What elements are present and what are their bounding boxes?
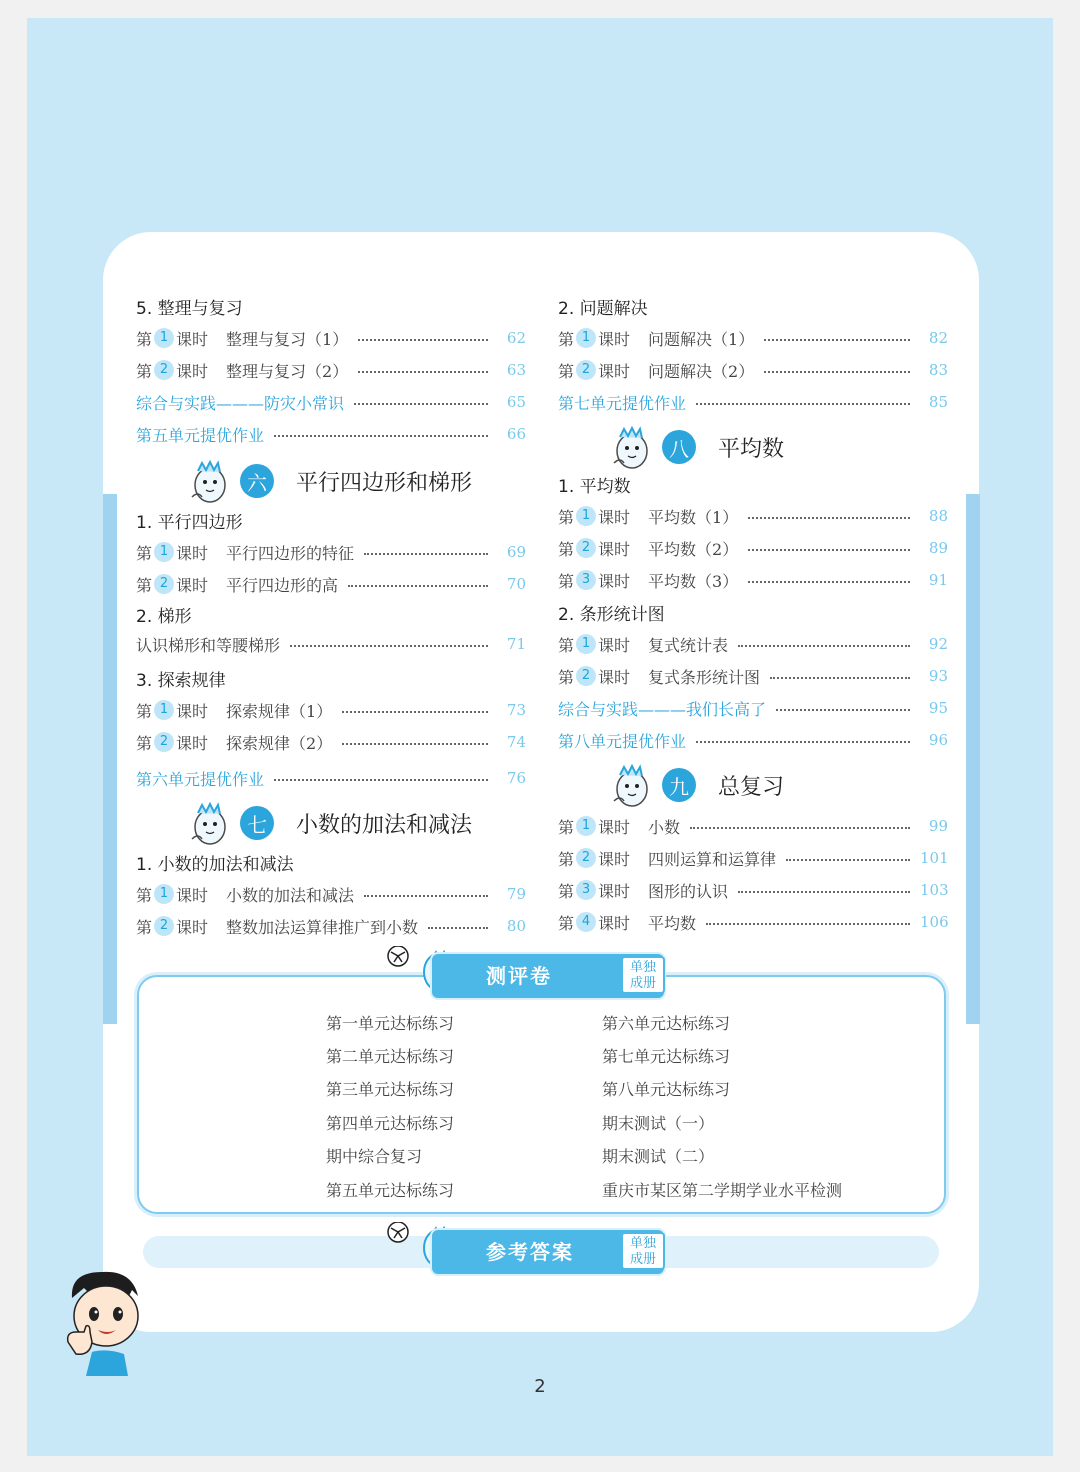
entry-title: 复式统计表 — [648, 635, 729, 655]
leader-dots — [274, 435, 488, 437]
lesson-suffix: 课时 — [598, 817, 631, 837]
toc-entry-special[interactable] — [558, 386, 948, 418]
leader-dots — [786, 859, 910, 861]
lesson-prefix: 第 — [136, 701, 153, 721]
lesson-number: 2 — [154, 574, 174, 594]
entry-title: 探索规律（1） — [226, 701, 333, 721]
page-ref: 82 — [928, 329, 948, 347]
toc-entry[interactable] — [136, 536, 526, 568]
page-ref: 83 — [928, 361, 948, 379]
tag-line-1: 单独 — [629, 1236, 656, 1251]
toc-entry[interactable] — [558, 874, 948, 906]
mascot-icon-wrap — [186, 799, 232, 847]
toc-entry[interactable] — [136, 878, 526, 910]
lesson-suffix: 课时 — [598, 667, 631, 687]
unit-heading — [608, 760, 784, 810]
section-heading: 2. 问题解决 — [558, 298, 648, 319]
leader-dots — [706, 923, 910, 925]
entry-title: 平均数（1） — [648, 507, 739, 527]
entry-title: 第八单元提优作业 — [558, 731, 687, 751]
page-ref: 92 — [928, 635, 948, 653]
lesson-prefix: 第 — [558, 361, 575, 381]
page-ref: 99 — [928, 817, 948, 835]
entry-title: 整理与复习（1） — [226, 329, 349, 349]
answers-banner — [386, 1228, 686, 1272]
page-ref: 80 — [506, 917, 526, 935]
lesson-number: 1 — [154, 542, 174, 562]
mascot-icon — [186, 799, 232, 847]
toc-entry[interactable] — [136, 910, 526, 942]
entry-title: 第六单元提优作业 — [136, 769, 265, 789]
section-heading: 2. 梯形 — [136, 606, 192, 627]
evaluation-item[interactable]: 重庆市某区第二学期学业水平检测 — [602, 1181, 843, 1200]
mascot-icon-wrap — [608, 761, 654, 809]
leader-dots — [764, 371, 910, 373]
toc-entry[interactable] — [558, 842, 948, 874]
toc-entry[interactable] — [558, 906, 948, 938]
page-ref: 96 — [928, 731, 948, 749]
unit-title: 小数的加法和减法 — [296, 812, 473, 838]
toc-entry[interactable] — [558, 628, 948, 660]
evaluation-item[interactable]: 第四单元达标练习 — [326, 1114, 455, 1133]
lesson-prefix: 第 — [558, 667, 575, 687]
evaluation-item[interactable]: 第三单元达标练习 — [326, 1080, 455, 1099]
toc-entry[interactable] — [558, 500, 948, 532]
entry-title: 问题解决（1） — [648, 329, 755, 349]
entry-title: 平均数 — [648, 913, 697, 933]
leader-dots — [274, 779, 488, 781]
unit-number: 八 — [662, 430, 696, 464]
toc-entry[interactable] — [136, 354, 526, 386]
toc-entry[interactable] — [136, 628, 526, 660]
leader-dots — [358, 339, 488, 341]
tag-line-1: 单独 — [629, 960, 656, 975]
toc-entry-special[interactable] — [136, 386, 526, 418]
page-ref: 101 — [920, 849, 949, 867]
lesson-prefix: 第 — [558, 571, 575, 591]
section-heading: 1. 平行四边形 — [136, 512, 243, 533]
page-ref: 73 — [506, 701, 526, 719]
toc-entry[interactable] — [558, 564, 948, 596]
lesson-suffix: 课时 — [176, 885, 209, 905]
toc-entry[interactable] — [558, 532, 948, 564]
toc-entry[interactable] — [558, 354, 948, 386]
lesson-number: 3 — [576, 880, 596, 900]
lesson-suffix: 课时 — [176, 701, 209, 721]
section-heading: 5. 整理与复习 — [136, 298, 243, 319]
lesson-prefix: 第 — [136, 917, 153, 937]
unit-title: 平行四边形和梯形 — [296, 470, 473, 496]
page-ref: 103 — [920, 881, 949, 899]
lesson-prefix: 第 — [558, 913, 575, 933]
leader-dots — [738, 891, 910, 893]
lesson-prefix: 第 — [136, 543, 153, 563]
mascot-icon-wrap — [186, 457, 232, 505]
page-ref: 69 — [506, 543, 526, 561]
evaluation-item[interactable]: 第二单元达标练习 — [326, 1047, 455, 1066]
lesson-suffix: 课时 — [598, 881, 631, 901]
page-ref: 71 — [506, 635, 526, 653]
lesson-number: 1 — [576, 328, 596, 348]
entry-title: 问题解决（2） — [648, 361, 755, 381]
lesson-number: 1 — [576, 634, 596, 654]
toc-entry[interactable] — [136, 726, 526, 758]
lesson-number: 1 — [576, 816, 596, 836]
lesson-number: 2 — [154, 732, 174, 752]
page-ref: 89 — [928, 539, 948, 557]
page-ref: 88 — [928, 507, 948, 525]
entry-title: 认识梯形和等腰梯形 — [136, 635, 281, 655]
page-ref: 65 — [506, 393, 526, 411]
lesson-number: 2 — [576, 848, 596, 868]
evaluation-item[interactable]: 期末测试（二） — [602, 1147, 715, 1166]
leader-dots — [738, 645, 910, 647]
toc-entry[interactable] — [558, 660, 948, 692]
leader-dots — [348, 585, 488, 587]
evaluation-banner — [386, 952, 686, 996]
lesson-suffix: 课时 — [176, 361, 209, 381]
lesson-prefix: 第 — [558, 817, 575, 837]
lesson-number: 1 — [154, 700, 174, 720]
toc-entry[interactable] — [558, 322, 948, 354]
leader-dots — [342, 743, 488, 745]
section-heading: 2. 条形统计图 — [558, 604, 665, 625]
entry-title: 平行四边形的高 — [226, 575, 339, 595]
leader-dots — [364, 553, 488, 555]
unit-heading — [186, 798, 472, 848]
leader-dots — [358, 371, 488, 373]
unit-number: 九 — [662, 768, 696, 802]
leader-dots — [776, 709, 910, 711]
lesson-suffix: 课时 — [598, 571, 631, 591]
unit-title: 总复习 — [718, 774, 785, 800]
leader-dots — [696, 741, 910, 743]
lesson-suffix: 课时 — [598, 507, 631, 527]
lesson-prefix: 第 — [136, 361, 153, 381]
unit-heading — [608, 422, 784, 472]
lesson-prefix: 第 — [558, 507, 575, 527]
leader-dots — [354, 403, 488, 405]
lesson-prefix: 第 — [558, 849, 575, 869]
entry-title: 综合与实践———我们长高了 — [558, 699, 767, 719]
leader-dots — [690, 827, 910, 829]
unit-number: 七 — [240, 806, 274, 840]
lesson-prefix: 第 — [136, 733, 153, 753]
page-ref: 95 — [928, 699, 948, 717]
toc-entry[interactable] — [136, 322, 526, 354]
lesson-number: 3 — [576, 570, 596, 590]
lesson-suffix: 课时 — [176, 917, 209, 937]
entry-title: 整理与复习（2） — [226, 361, 349, 381]
entry-title: 第五单元提优作业 — [136, 425, 265, 445]
lesson-number: 2 — [576, 666, 596, 686]
evaluation-item[interactable]: 期末测试（一） — [602, 1114, 715, 1133]
toc-entry-special[interactable] — [558, 692, 948, 724]
page-ref: 91 — [928, 571, 948, 589]
toc-entry[interactable] — [136, 694, 526, 726]
leader-dots — [364, 895, 488, 897]
lesson-suffix: 课时 — [598, 635, 631, 655]
evaluation-item[interactable]: 第八单元达标练习 — [602, 1080, 731, 1099]
lesson-number: 2 — [576, 538, 596, 558]
entry-title: 平均数（2） — [648, 539, 739, 559]
lesson-prefix: 第 — [136, 885, 153, 905]
page-ref: 106 — [920, 913, 949, 931]
evaluation-title: 测评卷 — [486, 964, 552, 988]
entry-title: 小数的加法和减法 — [226, 885, 355, 905]
lesson-suffix: 课时 — [176, 575, 209, 595]
entry-title: 整数加法运算律推广到小数 — [226, 917, 419, 937]
lesson-number: 1 — [154, 328, 174, 348]
evaluation-item[interactable]: 第一单元达标练习 — [326, 1014, 455, 1033]
left-edge-strip — [103, 494, 117, 1024]
entry-title: 探索规律（2） — [226, 733, 333, 753]
unit-number: 六 — [240, 464, 274, 498]
answers-title: 参考答案 — [486, 1240, 574, 1264]
evaluation-item[interactable]: 第七单元达标练习 — [602, 1047, 731, 1066]
entry-title: 小数 — [648, 817, 681, 837]
lesson-suffix: 课时 — [598, 539, 631, 559]
section-heading: 1. 小数的加法和减法 — [136, 854, 294, 875]
entry-title: 四则运算和运算律 — [648, 849, 777, 869]
page-ref: 62 — [506, 329, 526, 347]
lesson-number: 4 — [576, 912, 596, 932]
lesson-number: 2 — [154, 916, 174, 936]
lesson-suffix: 课时 — [598, 361, 631, 381]
lesson-prefix: 第 — [136, 575, 153, 595]
answers-tag — [621, 1232, 665, 1270]
lesson-suffix: 课时 — [176, 543, 209, 563]
lesson-prefix: 第 — [136, 329, 153, 349]
section-heading: 1. 平均数 — [558, 476, 631, 497]
lesson-suffix: 课时 — [598, 849, 631, 869]
leader-dots — [748, 581, 910, 583]
toc-entry-special[interactable] — [136, 762, 526, 794]
page-ref: 66 — [506, 425, 526, 443]
lesson-suffix: 课时 — [176, 733, 209, 753]
leader-dots — [748, 549, 910, 551]
page-ref: 93 — [928, 667, 948, 685]
entry-title: 综合与实践———防灾小常识 — [136, 393, 345, 413]
mascot-icon-wrap — [608, 423, 654, 471]
toc-entry[interactable] — [558, 810, 948, 842]
mascot-icon — [186, 457, 232, 505]
lesson-prefix: 第 — [558, 881, 575, 901]
leader-dots — [428, 927, 488, 929]
toc-entry-special[interactable] — [558, 724, 948, 756]
section-heading: 3. 探索规律 — [136, 670, 226, 691]
entry-title: 复式条形统计图 — [648, 667, 761, 687]
mascot-icon — [608, 761, 654, 809]
tag-line-2: 成册 — [629, 976, 656, 991]
leader-dots — [764, 339, 910, 341]
lesson-prefix: 第 — [558, 329, 575, 349]
evaluation-item[interactable]: 第六单元达标练习 — [602, 1014, 731, 1033]
lesson-prefix: 第 — [558, 635, 575, 655]
leader-dots — [748, 517, 910, 519]
toc-entry-special[interactable] — [136, 418, 526, 450]
toc-entry[interactable] — [136, 568, 526, 600]
entry-title: 平均数（3） — [648, 571, 739, 591]
page-ref: 85 — [928, 393, 948, 411]
evaluation-item[interactable]: 第五单元达标练习 — [326, 1181, 455, 1200]
lesson-number: 1 — [154, 884, 174, 904]
page-ref: 79 — [506, 885, 526, 903]
boy-thumbs-up-illustration — [62, 1268, 148, 1376]
mascot-icon — [608, 423, 654, 471]
page-ref: 70 — [506, 575, 526, 593]
entry-title: 图形的认识 — [648, 881, 729, 901]
page-ref: 74 — [506, 733, 526, 751]
lesson-suffix: 课时 — [598, 329, 631, 349]
page-ref: 63 — [506, 361, 526, 379]
evaluation-item[interactable]: 期中综合复习 — [326, 1147, 423, 1166]
unit-heading — [186, 456, 472, 506]
lesson-suffix: 课时 — [598, 913, 631, 933]
entry-title: 第七单元提优作业 — [558, 393, 687, 413]
lesson-suffix: 课时 — [176, 329, 209, 349]
unit-title: 平均数 — [718, 436, 785, 462]
leader-dots — [290, 645, 488, 647]
page-number: 2 — [534, 1376, 546, 1397]
lesson-number: 1 — [576, 506, 596, 526]
evaluation-tag — [621, 956, 665, 994]
entry-title: 平行四边形的特征 — [226, 543, 355, 563]
page-ref: 76 — [506, 769, 526, 787]
leader-dots — [696, 403, 910, 405]
tag-line-2: 成册 — [629, 1252, 656, 1267]
right-edge-strip — [966, 494, 980, 1024]
lesson-number: 2 — [576, 360, 596, 380]
lesson-number: 2 — [154, 360, 174, 380]
leader-dots — [770, 677, 910, 679]
lesson-prefix: 第 — [558, 539, 575, 559]
leader-dots — [342, 711, 488, 713]
